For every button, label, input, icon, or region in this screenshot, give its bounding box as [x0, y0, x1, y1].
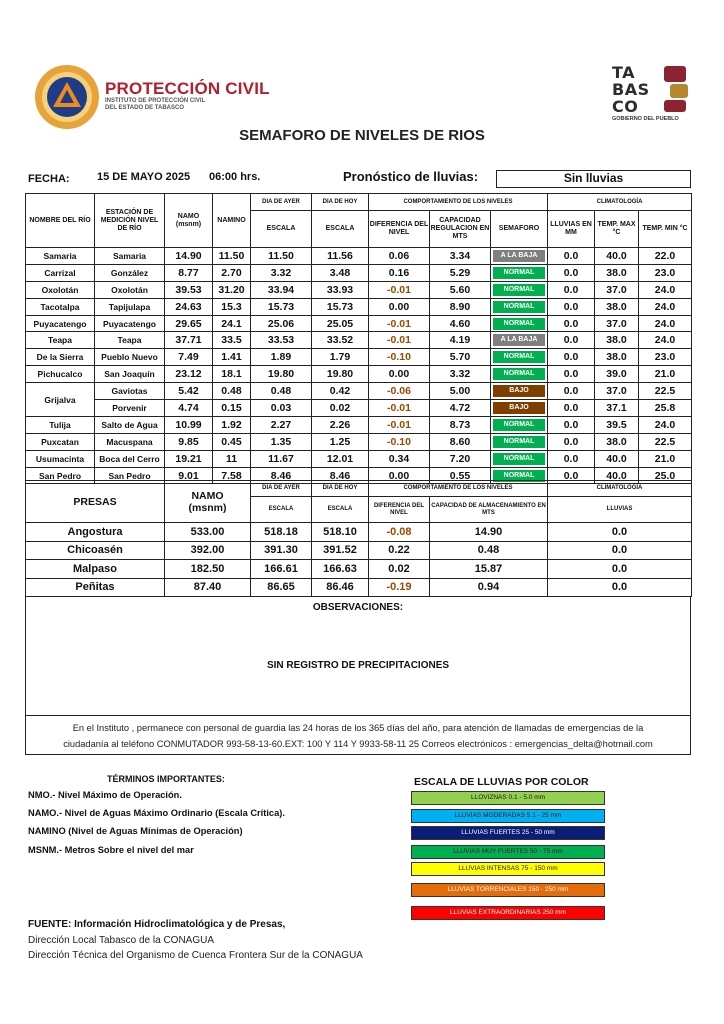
river-row: [26, 264, 692, 281]
namo-value: 4.74: [165, 400, 213, 417]
page-title: SEMAFORO DE NIVELES DE RIOS: [239, 127, 485, 144]
temp-min: 25.8: [639, 400, 692, 417]
presas-table: [25, 480, 692, 597]
namino-value: 24.1: [213, 315, 251, 332]
header-presas-namo: NAMO (msnm): [165, 481, 251, 523]
header-presas-rain: LLUVIAS: [548, 497, 692, 523]
presa-name: Angostura: [26, 523, 165, 542]
header-scale-hoy: ESCALA: [312, 211, 369, 248]
header-today: DIA DE HOY: [312, 194, 369, 211]
rain-mm: 0.0: [548, 248, 595, 265]
rain-mm: 0.0: [548, 383, 595, 400]
status-badge: NORMAL: [493, 453, 545, 465]
temp-max: 39.5: [595, 416, 639, 433]
header-namo: NAMO (msnm): [165, 194, 213, 248]
scale-yesterday: 2.27: [251, 416, 312, 433]
station-name: Tapijulapa: [95, 298, 165, 315]
status-badge: BAJO: [493, 385, 545, 397]
regulation-capacity: 3.32: [430, 366, 491, 383]
temp-min: 24.0: [639, 315, 692, 332]
org-name: PROTECCIÓN CIVIL: [105, 79, 270, 98]
scale-yesterday: 0.03: [251, 400, 312, 417]
temp-max: 38.0: [595, 298, 639, 315]
river-name: Grijalva: [26, 383, 95, 417]
temp-max: 38.0: [595, 264, 639, 281]
semaforo-cell: [491, 248, 548, 265]
river-row: [26, 416, 692, 433]
semaforo-cell: [491, 366, 548, 383]
semaforo-cell: [491, 450, 548, 467]
namino-value: 11.50: [213, 248, 251, 265]
temp-min: 23.0: [639, 264, 692, 281]
rivers-table: [25, 193, 692, 484]
rain-scale-bar: LLUVIAS MODERADAS 5.1 - 25 mm: [411, 809, 605, 823]
scale-yesterday: 1.35: [251, 433, 312, 450]
semaforo-cell: [491, 416, 548, 433]
presa-rain: 0.0: [548, 541, 692, 560]
river-row: [26, 281, 692, 298]
rain-mm: 0.0: [548, 332, 595, 349]
namino-value: 18.1: [213, 366, 251, 383]
status-badge: NORMAL: [493, 436, 545, 448]
temp-min: 24.0: [639, 298, 692, 315]
namino-value: 1.41: [213, 349, 251, 366]
header-presas: PRESAS: [26, 481, 165, 523]
presa-row: [26, 541, 692, 560]
presa-name: Peñitas: [26, 578, 165, 597]
header-presas-day-before: DIA DE AYER: [251, 481, 312, 497]
temp-max: 37.0: [595, 383, 639, 400]
river-name: Samaria: [26, 248, 95, 265]
temp-max: 40.0: [595, 450, 639, 467]
regulation-capacity: 5.70: [430, 349, 491, 366]
level-difference: -0.06: [369, 383, 430, 400]
temp-min: 24.0: [639, 281, 692, 298]
presa-name: Chicoasén: [26, 541, 165, 560]
regulation-capacity: 4.19: [430, 332, 491, 349]
header-presas-diff: DIFERENCIA DEL NIVEL: [369, 497, 430, 523]
scale-yesterday: 1.89: [251, 349, 312, 366]
semaforo-cell: [491, 298, 548, 315]
river-name: Carrizal: [26, 264, 95, 281]
presa-storage-capacity: 0.94: [430, 578, 548, 597]
presa-level-difference: -0.19: [369, 578, 430, 597]
rain-mm: 0.0: [548, 298, 595, 315]
rain-mm: 0.0: [548, 467, 595, 484]
status-badge: NORMAL: [493, 368, 545, 380]
semaforo-cell: [491, 433, 548, 450]
river-row: [26, 298, 692, 315]
river-row: [26, 349, 692, 366]
rain-scale-bar: LLUVIAS MUY FUERTES 50 - 75 mm: [411, 845, 605, 859]
namo-value: 10.99: [165, 416, 213, 433]
scale-today: 2.26: [312, 416, 369, 433]
regulation-capacity: 7.20: [430, 450, 491, 467]
river-name: Oxolotán: [26, 281, 95, 298]
temp-min: 25.0: [639, 467, 692, 484]
level-difference: 0.16: [369, 264, 430, 281]
level-difference: 0.06: [369, 248, 430, 265]
river-row: [26, 450, 692, 467]
status-badge: NORMAL: [493, 351, 545, 363]
temp-max: 37.0: [595, 281, 639, 298]
temp-min: 21.0: [639, 366, 692, 383]
river-row: [26, 400, 692, 417]
station-name: Samaria: [95, 248, 165, 265]
namo-value: 39.53: [165, 281, 213, 298]
level-difference: -0.01: [369, 400, 430, 417]
namo-value: 14.90: [165, 248, 213, 265]
regulation-capacity: 5.00: [430, 383, 491, 400]
scale-today: 0.02: [312, 400, 369, 417]
river-name: De la Sierra: [26, 349, 95, 366]
presa-scale-yesterday: 166.61: [251, 560, 312, 579]
temp-min: 23.0: [639, 349, 692, 366]
presa-scale-yesterday: 391.30: [251, 541, 312, 560]
level-difference: -0.10: [369, 349, 430, 366]
presa-scale-yesterday: 518.18: [251, 523, 312, 542]
presa-rain: 0.0: [548, 560, 692, 579]
regulation-capacity: 4.60: [430, 315, 491, 332]
fuente-line: Dirección Técnica del Organismo de Cuenca Frontera Sur de la CONAGUA: [28, 950, 363, 961]
scale-yesterday: 0.48: [251, 383, 312, 400]
term-item: NAMINO (Nivel de Aguas Mínimas de Operación): [28, 826, 243, 836]
scale-today: 8.46: [312, 467, 369, 484]
rain-scale-bar: LLUVIAS EXTRAORDINARIAS 250 mm: [411, 906, 605, 920]
status-badge: A LA BAJA: [493, 334, 545, 346]
presa-level-difference: 0.02: [369, 560, 430, 579]
temp-min: 24.0: [639, 332, 692, 349]
presa-storage-capacity: 0.48: [430, 541, 548, 560]
presa-row: [26, 560, 692, 579]
regulation-capacity: 8.60: [430, 433, 491, 450]
fecha-date: 15 DE MAYO 2025: [97, 171, 191, 183]
river-row: [26, 315, 692, 332]
station-name: Boca del Cerro: [95, 450, 165, 467]
station-name: González: [95, 264, 165, 281]
status-badge: NORMAL: [493, 301, 545, 313]
semaforo-cell: [491, 264, 548, 281]
river-row: [26, 332, 692, 349]
term-item: NMO.- Nivel Máximo de Operación.: [28, 790, 182, 800]
fuente-title: FUENTE: Información Hidroclimatológica y de Presas,: [28, 919, 286, 930]
status-badge: NORMAL: [493, 267, 545, 279]
station-name: San Joaquín: [95, 366, 165, 383]
presa-scale-today: 518.10: [312, 523, 369, 542]
rain-scale-bar: LLOVIZNAS 0.1 - 5.0 mm: [411, 791, 605, 805]
presa-namo: 392.00: [165, 541, 251, 560]
namino-value: 0.15: [213, 400, 251, 417]
regulation-capacity: 5.29: [430, 264, 491, 281]
header-presas-scale-ayer: ESCALA: [251, 497, 312, 523]
level-difference: -0.10: [369, 433, 430, 450]
namo-value: 37.71: [165, 332, 213, 349]
level-difference: -0.01: [369, 281, 430, 298]
rain-scale-bar: LLUVIAS TORRENCIALES 150 - 250 mm: [411, 883, 605, 897]
presa-rain: 0.0: [548, 523, 692, 542]
term-item: MSNM.- Metros Sobre el nivel del mar: [28, 845, 194, 855]
river-name: Puyacatengo: [26, 315, 95, 332]
proteccion-civil-seal: [34, 64, 100, 130]
temp-min: 21.0: [639, 450, 692, 467]
rain-mm: 0.0: [548, 400, 595, 417]
rain-mm: 0.0: [548, 450, 595, 467]
status-badge: A LA BAJA: [493, 250, 545, 262]
semaforo-cell: [491, 400, 548, 417]
level-difference: 0.34: [369, 450, 430, 467]
header-station: ESTACIÓN DE MEDICIÓN NIVEL DE RÍO: [95, 194, 165, 248]
station-name: Puyacatengo: [95, 315, 165, 332]
presa-scale-today: 391.52: [312, 541, 369, 560]
presa-row: [26, 578, 692, 597]
header-presas-scale-hoy: ESCALA: [312, 497, 369, 523]
namino-value: 11: [213, 450, 251, 467]
logo-decoration-icon: [664, 66, 686, 82]
forecast-label: Pronóstico de lluvias:: [343, 169, 479, 184]
temp-min: 22.0: [639, 248, 692, 265]
station-name: San Pedro: [95, 467, 165, 484]
status-badge: NORMAL: [493, 284, 545, 296]
fecha-label: FECHA:: [28, 173, 70, 185]
header-scale-ayer: ESCALA: [251, 211, 312, 248]
namino-value: 7.58: [213, 467, 251, 484]
temp-min: 22.5: [639, 383, 692, 400]
observaciones-divider: [25, 715, 691, 716]
gobierno-tabasco-logo: TA BAS CO GOBIERNO DEL PUEBLO: [612, 64, 692, 126]
rain-mm: 0.0: [548, 349, 595, 366]
contact-info: En el Instituto , permanece con personal de guardia las 24 horas de los 365 días del año, para atención de llamadas de emergencias de la ciudadanía al teléfono CONMUTADOR 993-58-13-60.EXT: 100 Y 114 Y 9933-58-11 25 Correos electrónicos : emergencias_delta@hotmail.com: [63, 723, 653, 749]
temp-min: 24.0: [639, 416, 692, 433]
semaforo-cell: [491, 349, 548, 366]
rain-mm: 0.0: [548, 366, 595, 383]
scale-today: 33.93: [312, 281, 369, 298]
temp-max: 38.0: [595, 349, 639, 366]
header-day-before: DIA DE AYER: [251, 194, 312, 211]
header-tmin: TEMP. MIN °C: [639, 211, 692, 248]
header-semaforo: SEMAFORO: [491, 211, 548, 248]
observaciones-title: OBSERVACIONES:: [312, 602, 404, 613]
scale-today: 11.56: [312, 248, 369, 265]
river-row: [26, 248, 692, 265]
presa-storage-capacity: 15.87: [430, 560, 548, 579]
terms-title: TÉRMINOS IMPORTANTES:: [107, 774, 225, 784]
regulation-capacity: 5.60: [430, 281, 491, 298]
namino-value: 0.48: [213, 383, 251, 400]
namo-value: 29.65: [165, 315, 213, 332]
term-item: NAMO.- Nivel de Aguas Máximo Ordinario (Escala Crítica).: [28, 808, 285, 818]
rain-scale-bar: LLUVIAS FUERTES 25 - 50 mm: [411, 826, 605, 840]
river-row: [26, 433, 692, 450]
namo-value: 9.85: [165, 433, 213, 450]
semaforo-cell: [491, 383, 548, 400]
status-badge: NORMAL: [493, 470, 545, 482]
namo-value: 7.49: [165, 349, 213, 366]
namino-value: 2.70: [213, 264, 251, 281]
regulation-capacity: 8.90: [430, 298, 491, 315]
semaforo-cell: [491, 281, 548, 298]
namino-value: 0.45: [213, 433, 251, 450]
temp-max: 37.0: [595, 315, 639, 332]
station-name: Pueblo Nuevo: [95, 349, 165, 366]
river-row: [26, 366, 692, 383]
scale-yesterday: 15.73: [251, 298, 312, 315]
scale-today: 0.42: [312, 383, 369, 400]
header-capacity: CAPACIDAD REGULACION EN MTS: [430, 211, 491, 248]
station-name: Oxolotán: [95, 281, 165, 298]
namo-value: 23.12: [165, 366, 213, 383]
header-tmax: TEMP. MAX °C: [595, 211, 639, 248]
scale-today: 12.01: [312, 450, 369, 467]
scale-today: 25.05: [312, 315, 369, 332]
presa-namo: 87.40: [165, 578, 251, 597]
temp-max: 38.0: [595, 433, 639, 450]
presa-name: Malpaso: [26, 560, 165, 579]
river-name: Tacotalpa: [26, 298, 95, 315]
header-diff: DIFERENCIA DEL NIVEL: [369, 211, 430, 248]
temp-max: 38.0: [595, 332, 639, 349]
header-rain: LLUVIAS EN MM: [548, 211, 595, 248]
scale-yesterday: 8.46: [251, 467, 312, 484]
rain-mm: 0.0: [548, 264, 595, 281]
station-name: Teapa: [95, 332, 165, 349]
scale-yesterday: 19.80: [251, 366, 312, 383]
namino-value: 15.3: [213, 298, 251, 315]
station-name: Gaviotas: [95, 383, 165, 400]
station-name: Porvenir: [95, 400, 165, 417]
scale-today: 1.79: [312, 349, 369, 366]
temp-max: 39.0: [595, 366, 639, 383]
namo-value: 8.77: [165, 264, 213, 281]
namino-value: 33.5: [213, 332, 251, 349]
scale-today: 33.52: [312, 332, 369, 349]
presa-namo: 182.50: [165, 560, 251, 579]
temp-min: 22.5: [639, 433, 692, 450]
level-difference: 0.00: [369, 467, 430, 484]
level-difference: 0.00: [369, 298, 430, 315]
namino-value: 31.20: [213, 281, 251, 298]
level-difference: -0.01: [369, 315, 430, 332]
regulation-capacity: 4.72: [430, 400, 491, 417]
river-name: Puxcatan: [26, 433, 95, 450]
status-badge: NORMAL: [493, 419, 545, 431]
header-namino: NAMINO: [213, 194, 251, 248]
presa-row: [26, 523, 692, 542]
rain-scale-bar: LLUVIAS INTENSAS 75 - 150 mm: [411, 862, 605, 876]
scale-yesterday: 11.67: [251, 450, 312, 467]
station-name: Macuspana: [95, 433, 165, 450]
header-presas-today: DIA DE HOY: [312, 481, 369, 497]
fecha-time: 06:00 hrs.: [209, 171, 261, 183]
level-difference: -0.01: [369, 416, 430, 433]
regulation-capacity: 8.73: [430, 416, 491, 433]
scale-yesterday: 11.50: [251, 248, 312, 265]
rain-scale-title: ESCALA DE LLUVIAS POR COLOR: [414, 776, 589, 788]
scale-today: 19.80: [312, 366, 369, 383]
forecast-value: Sin lluvias: [496, 170, 691, 188]
header-presas-climatology: CLIMATOLOGÍA: [548, 481, 692, 497]
namo-value: 24.63: [165, 298, 213, 315]
presa-namo: 533.00: [165, 523, 251, 542]
scale-today: 3.48: [312, 264, 369, 281]
temp-max: 40.0: [595, 248, 639, 265]
river-name: Teapa: [26, 332, 95, 349]
rain-mm: 0.0: [548, 315, 595, 332]
scale-yesterday: 3.32: [251, 264, 312, 281]
presa-rain: 0.0: [548, 578, 692, 597]
rain-mm: 0.0: [548, 433, 595, 450]
scale-today: 1.25: [312, 433, 369, 450]
header-presas-behavior: COMPORTAMIENTO DE LOS NIVELES: [369, 481, 548, 497]
regulation-capacity: 3.34: [430, 248, 491, 265]
status-badge: NORMAL: [493, 318, 545, 330]
namo-value: 19.21: [165, 450, 213, 467]
namo-value: 5.42: [165, 383, 213, 400]
org-subtitle: INSTITUTO DE PROTECCIÓN CIVIL DEL ESTADO DE TABASCO: [105, 98, 206, 111]
level-difference: 0.00: [369, 366, 430, 383]
river-name: San Pedro: [26, 467, 95, 484]
level-difference: -0.01: [369, 332, 430, 349]
fuente-line: Dirección Local Tabasco de la CONAGUA: [28, 935, 215, 946]
temp-max: 37.1: [595, 400, 639, 417]
river-name: Pichucalco: [26, 366, 95, 383]
namo-value: 9.01: [165, 467, 213, 484]
rain-mm: 0.0: [548, 281, 595, 298]
header-climatology: CLIMATOLOGÍA: [548, 194, 692, 211]
scale-yesterday: 33.53: [251, 332, 312, 349]
station-name: Salto de Agua: [95, 416, 165, 433]
river-row: [26, 383, 692, 400]
header-presas-capacity: CAPACIDAD DE ALMACENAMIENTO EN MTS: [430, 497, 548, 523]
rain-mm: 0.0: [548, 416, 595, 433]
semaforo-cell: [491, 315, 548, 332]
presa-scale-yesterday: 86.65: [251, 578, 312, 597]
observaciones-text: SIN REGISTRO DE PRECIPITACIONES: [266, 660, 450, 671]
river-name: Usumacinta: [26, 450, 95, 467]
presa-scale-today: 166.63: [312, 560, 369, 579]
temp-max: 40.0: [595, 467, 639, 484]
presa-level-difference: 0.22: [369, 541, 430, 560]
scale-today: 15.73: [312, 298, 369, 315]
river-name: Tulija: [26, 416, 95, 433]
scale-yesterday: 25.06: [251, 315, 312, 332]
presa-scale-today: 86.46: [312, 578, 369, 597]
presa-storage-capacity: 14.90: [430, 523, 548, 542]
status-badge: BAJO: [493, 402, 545, 414]
semaforo-cell: [491, 332, 548, 349]
presa-level-difference: -0.08: [369, 523, 430, 542]
namino-value: 1.92: [213, 416, 251, 433]
header-river-name: NOMBRE DEL RÍO: [26, 194, 95, 248]
header-behavior: COMPORTAMIENTO DE LOS NIVELES: [369, 194, 548, 211]
regulation-capacity: 0.55: [430, 467, 491, 484]
scale-yesterday: 33.94: [251, 281, 312, 298]
